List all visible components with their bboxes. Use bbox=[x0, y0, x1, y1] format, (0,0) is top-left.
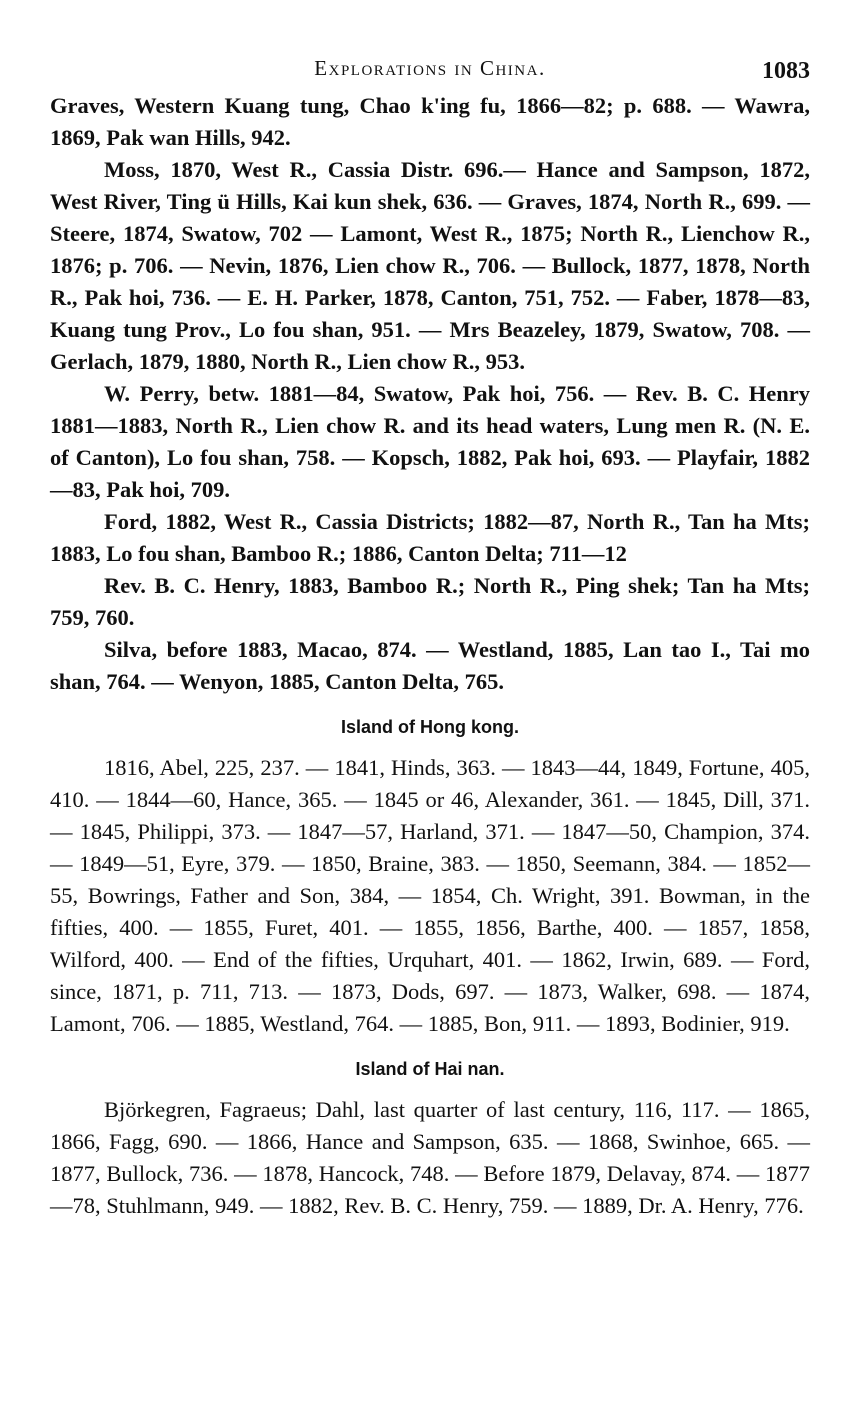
page-header bbox=[50, 50, 810, 90]
paragraph-hai-nan: Björkegren, Fagraeus; Dahl, last quarter of last century, 116, 117. — 1865, 1866, Fagg, 690. — 1866, Hance and Sampson, 635. — 1868, Swinhoe, 665. — 1877, Bullock, 736. — 1878, Hancock, 748. — Before 1879, Delavay, 874. — 1877—78, Stuhlmann, 949. — 1882, Rev. B. C. Henry, 759. — 1889, Dr. A. Henry, 776. bbox=[50, 1097, 810, 1218]
section-heading-hong-kong: Island of Hong kong. bbox=[341, 717, 519, 737]
paragraph-hong-kong: 1816, Abel, 225, 237. — 1841, Hinds, 363. — 1843—44, 1849, Fortune, 405, 410. — 1844—60, Hance, 365. — 1845 or 46, Alexander, 361. — 1845, Dill, 371. — 1845, Philippi, 373. — 1847—57, Harland, 371. — 1847—50, Champion, 374. — 1849—51, Eyre, 379. — 1850, Braine, 383. — 1850, Seemann, 384. — 1852—55, Bowrings, Father and Son, 384, — 1854, Ch. Wright, 391. Bowman, in the fifties, 400. — 1855, Furet, 401. — 1855, 1856, Barthe, 400. — 1857, 1858, Wilford, 400. — End of the fifties, Urquhart, 401. — 1862, Irwin, 689. — Ford, since, 1871, p. 711, 713. — 1873, Dods, 697. — 1873, Walker, 698. — 1874, Lamont, 706. — 1885, Westland, 764. — 1885, Bon, 911. — 1893, Bodinier, 919. bbox=[50, 755, 810, 1036]
paragraph-graves: Graves, Western Kuang tung, Chao k'ing fu, 1866—82; p. 688. — Wawra, 1869, Pak wan Hills, 942. bbox=[50, 93, 810, 150]
paragraph-silva: Silva, before 1883, Macao, 874. — Westland, 1885, Lan tao I., Tai mo shan, 764. — Wenyon, 1885, Canton Delta, 765. bbox=[50, 637, 810, 694]
paragraph-henry: Rev. B. C. Henry, 1883, Bamboo R.; North R., Ping shek; Tan ha Mts; 759, 760. bbox=[50, 573, 810, 630]
page-number: 1083 bbox=[762, 58, 810, 84]
exploration-records bbox=[50, 90, 810, 698]
paragraph-perry: W. Perry, betw. 1881—84, Swatow, Pak hoi, 756. — Rev. B. C. Henry 1881—1883, North R., Lien chow R. and its head waters, Lung men R. (N. E. of Canton), Lo fou shan, 758. — Kopsch, 1882, Pak hoi, 693. — Playfair, 1882—83, Pak hoi, 709. bbox=[50, 381, 810, 502]
paragraph-moss: Moss, 1870, West R., Cassia Distr. 696.— Hance and Sampson, 1872, West River, Ting ü Hills, Kai kun shek, 636. — Graves, 1874, North R., 699. — Steere, 1874, Swatow, 702 — Lamont, West R., 1875; North R., Lienchow R., 1876; p. 706. — Nevin, 1876, Lien chow R., 706. — Bullock, 1877, 1878, North R., Pak hoi, 736. — E. H. Parker, 1878, Canton, 751, 752. — Faber, 1878—83, Kuang tung Prov., Lo fou shan, 951. — Mrs Beazeley, 1879, Swatow, 708. — Gerlach, 1879, 1880, North R., Lien chow R., 953. bbox=[50, 157, 810, 374]
running-title: Explorations in China. bbox=[314, 56, 546, 80]
section-heading-hai-nan: Island of Hai nan. bbox=[355, 1059, 505, 1079]
book-page bbox=[50, 50, 810, 1222]
paragraph-ford: Ford, 1882, West R., Cassia Districts; 1882—87, North R., Tan ha Mts; 1883, Lo fou shan, Bamboo R.; 1886, Canton Delta; 711—12 bbox=[50, 509, 810, 566]
